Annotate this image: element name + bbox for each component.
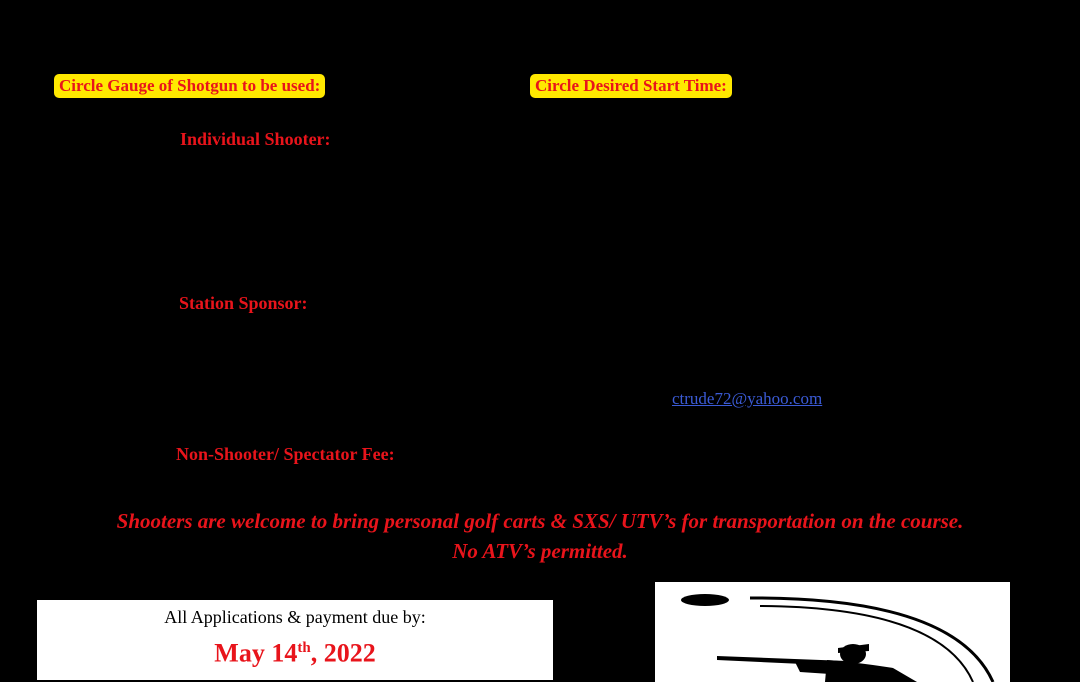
deadline-label: All Applications & payment due by: xyxy=(164,607,426,627)
deadline-year: , 2022 xyxy=(310,638,376,668)
deadline-date xyxy=(37,632,553,670)
spectator-fee-label: Non-Shooter/ Spectator Fee: xyxy=(176,444,395,464)
start-time-label: Circle Desired Start Time: xyxy=(530,74,732,98)
deadline-ordinal-suffix: th xyxy=(297,640,311,656)
clay-shooter-image xyxy=(655,582,1010,682)
clay-shooter-silhouette-icon xyxy=(655,582,1010,682)
contact-email-link[interactable]: ctrude72@yahoo.com xyxy=(672,389,823,408)
transport-notice-line-2: No ATV’s permitted. xyxy=(452,539,628,563)
deadline-month-day: May 14 xyxy=(214,638,298,668)
transport-notice-line-1: Shooters are welcome to bring personal golf carts & SXS/ UTV’s for transportation on the course. xyxy=(116,509,964,533)
gauge-label: Circle Gauge of Shotgun to be used: xyxy=(54,74,325,98)
individual-shooter-label: Individual Shooter: xyxy=(180,129,331,149)
station-sponsor-label: Station Sponsor: xyxy=(179,293,308,313)
deadline-box xyxy=(37,600,553,680)
